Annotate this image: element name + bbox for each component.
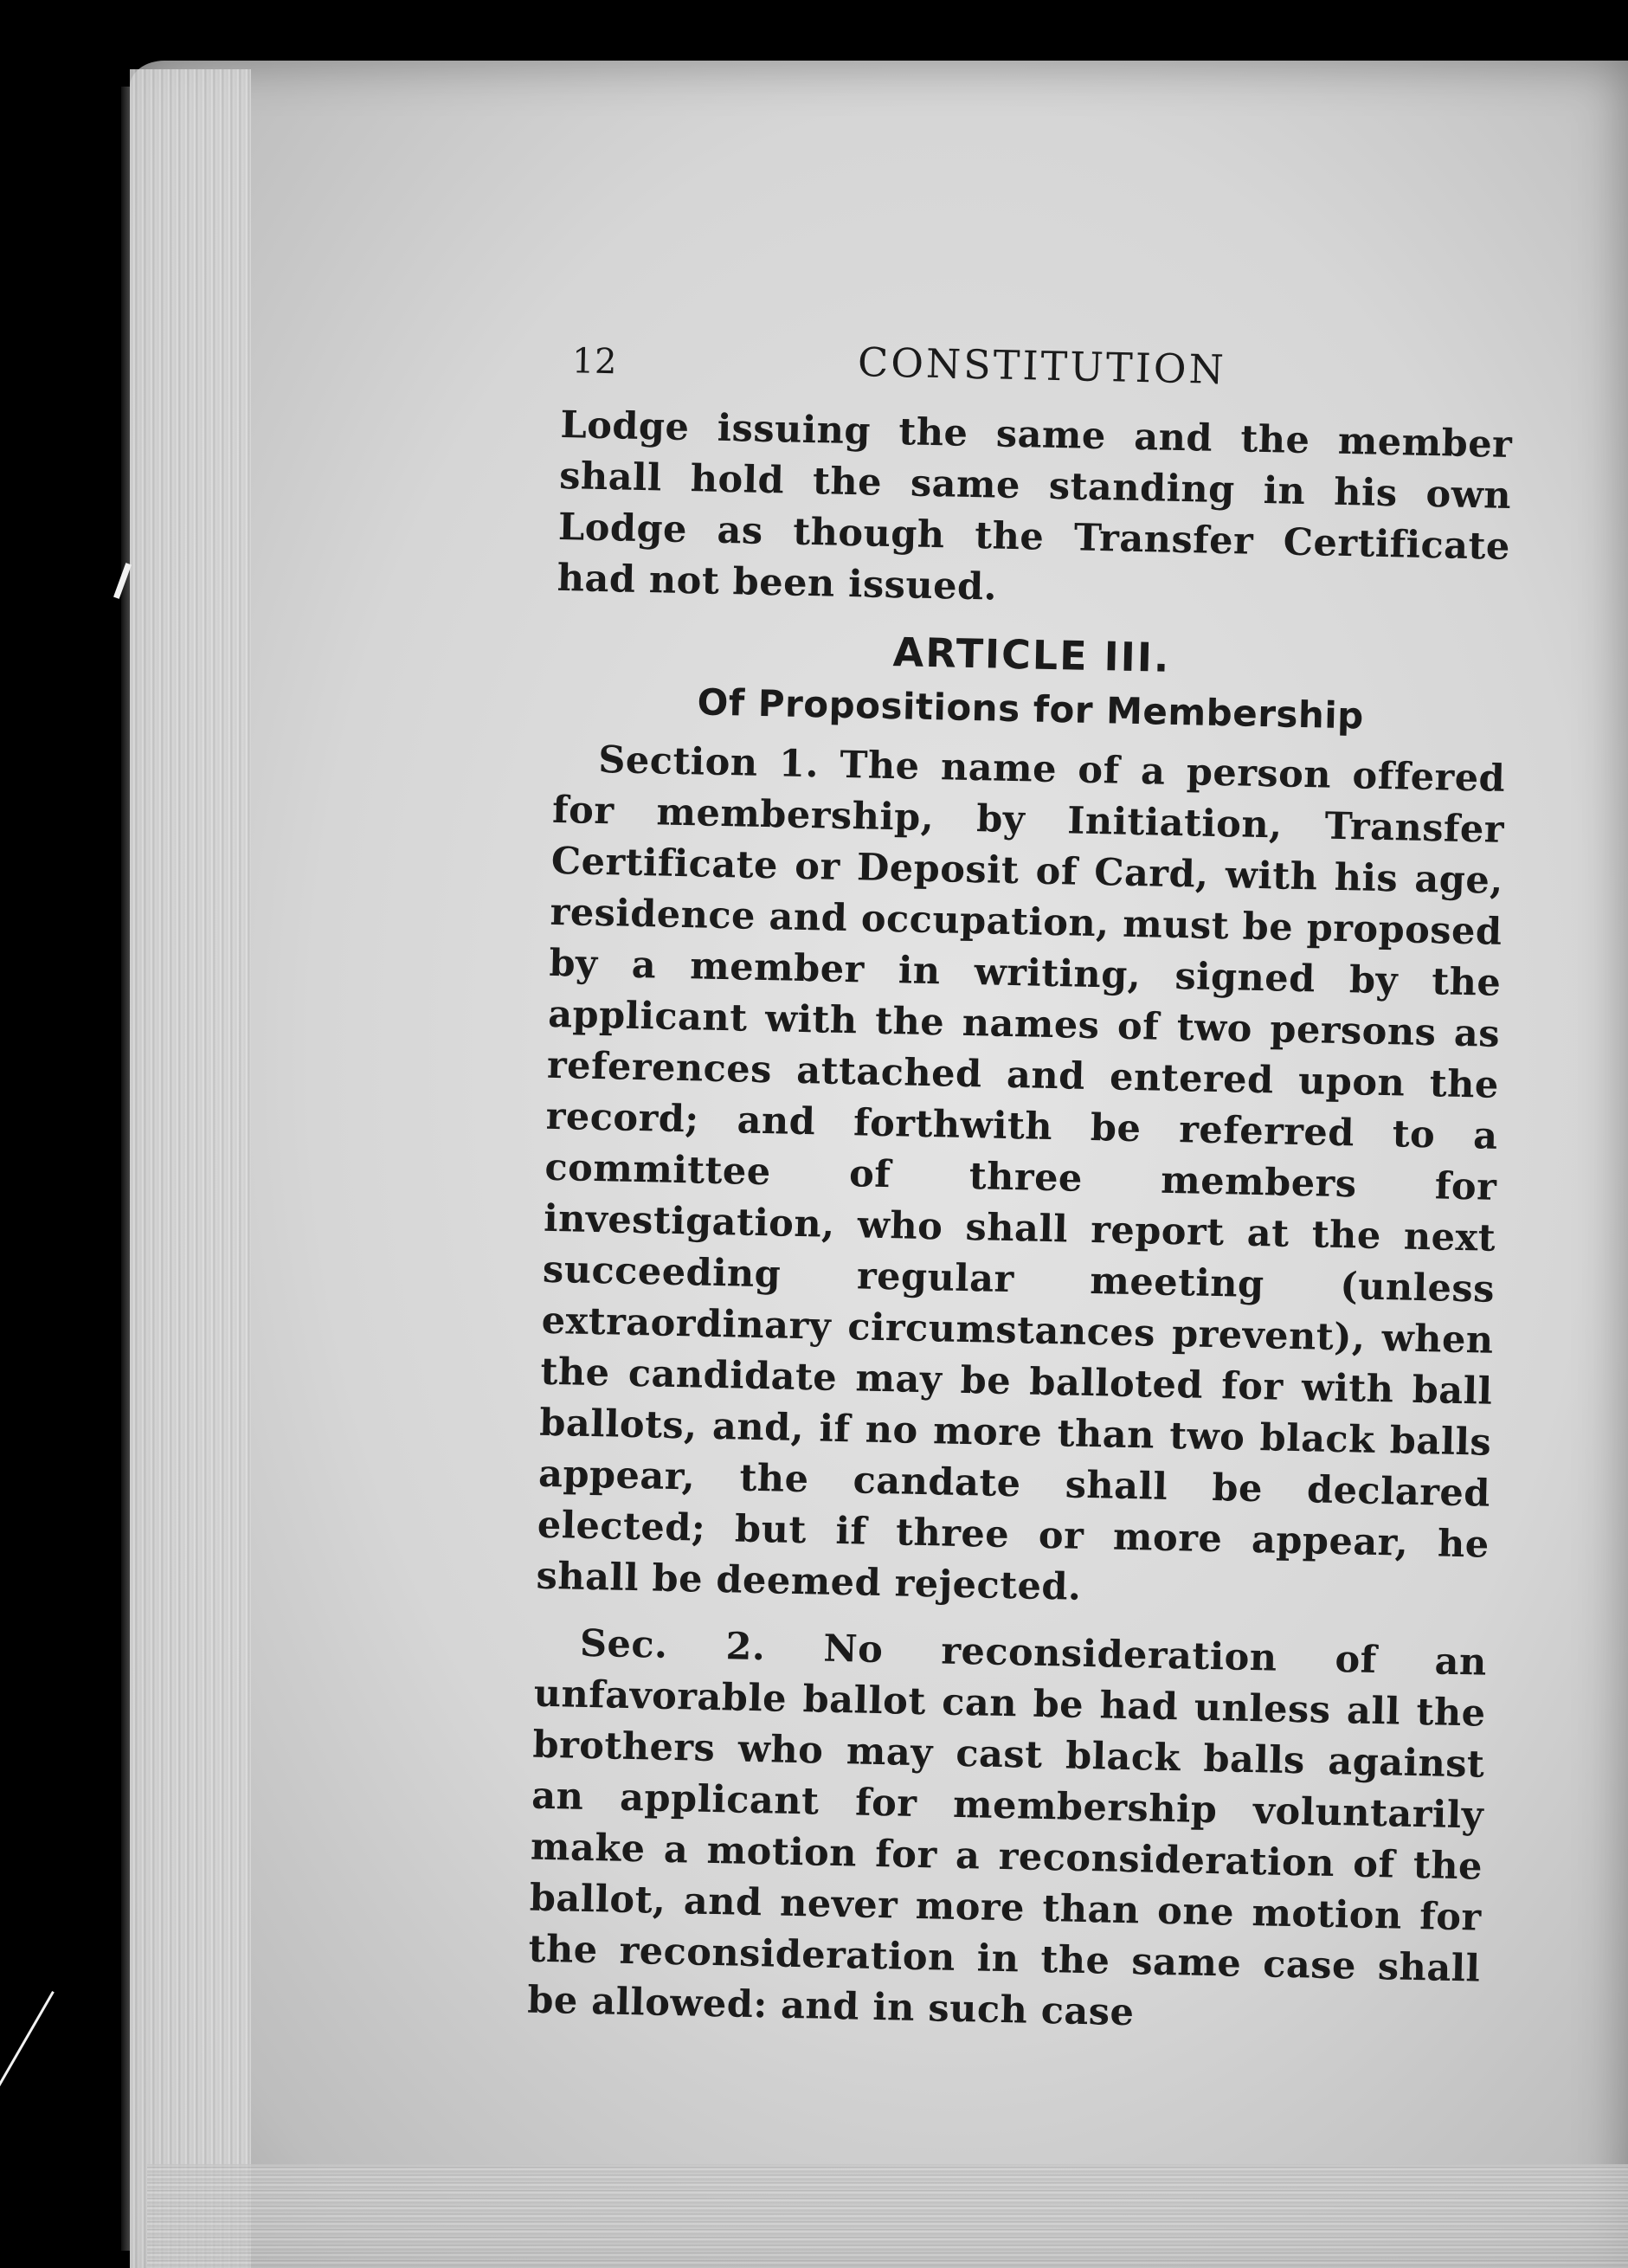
section-paragraph bbox=[527, 1618, 1488, 2046]
section-label: Section 1. bbox=[597, 738, 820, 787]
article-title: Of Propositions for Membership bbox=[697, 680, 1365, 738]
article-number: ARTICLE III. bbox=[892, 628, 1171, 681]
running-title: CONSTITUTION bbox=[857, 338, 1227, 394]
scan-scratch-mark bbox=[0, 1991, 55, 2112]
page-text-block bbox=[527, 322, 1515, 2046]
section-text: The name of a person offered for membership, by Initiation, Transfer Certificate or Deposit of Card, with his age, residence and occupation, must be proposed by a member in writing, signed by the applicant with the names of two persons as references attached and entered upon the record; and forthwith be referred to a committee of three members for investigation, who shall report at the next succeeding regular meeting (unless extraordinary circumstances prevent), when the candidate may be balloted for with ball ballots, and, if no more than two black balls appear, the candate shall be declared elected; but if three or more appear, he shall be deemed rejected. bbox=[536, 743, 1506, 1609]
page-edge-stack bbox=[130, 69, 251, 2268]
section-label: Sec. 2. bbox=[579, 1621, 766, 1670]
section-text: No reconsideration of an unfavorable ballot can be had unless all the brothers who may cast black balls against an applicant for membership voluntarily make a motion for a reconsideration of the ballot, and never more than one motion for the reconsideration in the same case shall be allowed: and in such case bbox=[526, 1627, 1488, 2035]
page-number: 12 bbox=[571, 341, 618, 383]
continuation-paragraph: Lodge issuing the same and the member shall hold the same standing in his own Lodge as though the Transfer Certificate had not been issued. bbox=[557, 403, 1513, 609]
section-paragraph bbox=[536, 734, 1506, 1622]
bottom-page-edge bbox=[147, 2164, 1628, 2268]
